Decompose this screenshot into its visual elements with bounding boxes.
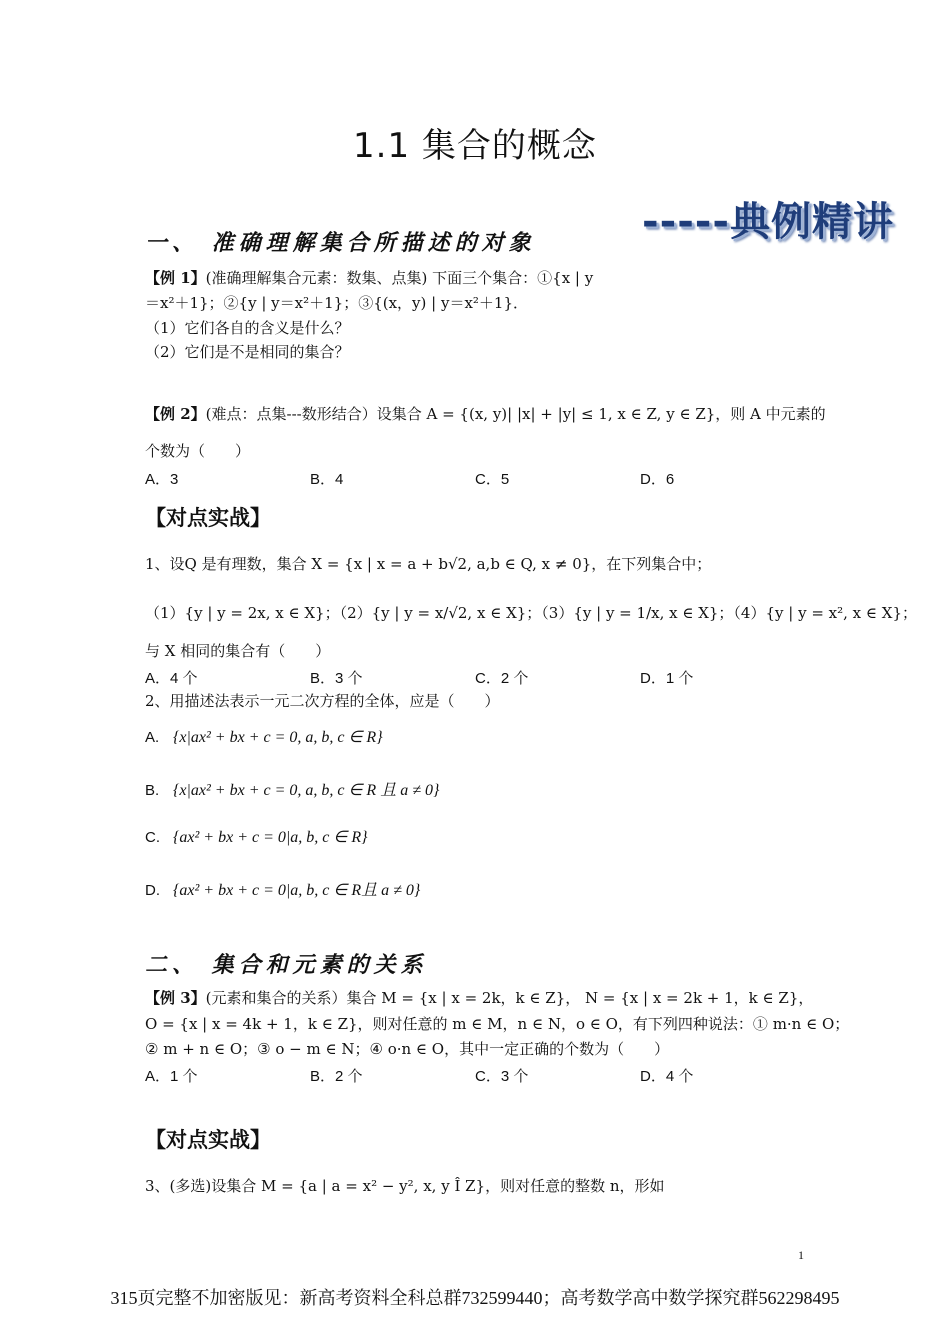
choice-a: A．1 个 [145,1068,198,1085]
choice-d: D．1 个 [640,670,694,687]
example-3-line-1 [145,988,813,1008]
page-number: 1 [798,1248,804,1262]
example-1-label: 【例 1】 [145,269,206,287]
example-1-line-2: ＝x²＋1}；②{y | y＝x²＋1}；③{(x，y) | y＝x²＋1}． [145,294,529,312]
practice-heading-2: 【对点实战】 [145,1128,271,1152]
option-letter: B. [145,782,160,799]
section-heading-1: 一、 准确理解集合所描述的对象 [145,231,536,256]
example-3-label: 【例 3】 [145,989,206,1007]
choice-d: D．4 个 [640,1068,694,1085]
choice-b: B．3 个 [310,670,363,687]
practice-heading-1: 【对点实战】 [145,506,271,530]
option-formula: {ax² + bx + c = 0|a, b, c ∈ R且 a ≠ 0} [173,882,421,899]
example-1-question-1: （1）它们各自的含义是什么？ [145,319,350,337]
option-formula: {x|ax² + bx + c = 0, a, b, c ∈ R} [173,729,383,746]
choice-c: C．3 个 [475,1068,529,1085]
choice-a: A．4 个 [145,670,198,687]
choice-c: C．5 [475,471,510,488]
example-1-question-2: （2）它们是不是相同的集合？ [145,343,350,361]
example-2-line-2: 个数为（ ） [145,442,251,460]
example-1-line-1 [145,268,593,288]
choice-b: B．4 [310,471,344,488]
example-3-text-1: (元素和集合的关系）集合 M = {x | x = 2k，k ∈ Z}， N = {x | x = 2k + 1，k ∈ Z}， [205,989,814,1007]
practice-2-option-b [145,777,439,800]
page-title: 1.1 集合的概念 [353,126,597,166]
example-3-line-3: ② m + n ∈ O；③ o − m ∈ N；④ o·n ∈ O，其中一定正确的个数为（ ） [145,1040,670,1058]
subtitle-banner: -----典例精讲 [642,199,895,245]
practice-3-line-1: 3、(多选)设集合 M = {a | a = x² − y², x, y Î Z}，则对任意的整数 n，形如 [145,1177,665,1195]
choice-b: B．2 个 [310,1068,363,1085]
practice-1-line-1: 1、设Q 是有理数，集合 X = {x | x = a + b√2, a,b ∈ Q, x ≠ 0}，在下列集合中； [145,555,712,573]
option-formula: {x|ax² + bx + c = 0, a, b, c ∈ R 且 a ≠ 0} [173,782,440,799]
choice-a: A．3 [145,471,179,488]
example-1-text-1: (准确理解集合元素：数集、点集) 下面三个集合：①{x | y [205,269,594,287]
footer-notice: 315页完整不加密版见：新高考资料全科总群732599440；高考数学高中数学探究群562298495 [110,1288,840,1308]
practice-2-option-c [145,827,368,847]
option-letter: D. [145,882,160,899]
practice-1-line-3: 与 X 相同的集合有（ ） [145,642,331,660]
practice-2-option-a [145,727,383,747]
example-2-label: 【例 2】 [145,405,206,423]
option-letter: C. [145,829,160,846]
choice-d: D．6 [640,471,675,488]
choice-c: C．2 个 [475,670,529,687]
practice-2-option-d [145,877,420,900]
practice-1-line-2: （1）{y | y = 2x, x ∈ X}；（2）{y | y = x/√2, x ∈ X}；（3）{y | y = 1/x, x ∈ X}；（4）{y | y = x², x ∈ X}； [145,604,917,622]
section-heading-2: 二、 集合和元素的关系 [145,953,428,978]
example-2-text-1: (难点：点集---数形结合）设集合 A = {(x, y)| |x| + |y| ≤ 1, x ∈ Z, y ∈ Z}，则 A 中元素的 [205,405,826,423]
option-letter: A. [145,729,160,746]
example-2-line-1 [145,404,826,424]
example-3-line-2: O = {x | x = 4k + 1，k ∈ Z}，则对任意的 m ∈ M，n ∈ N，o ∈ O，有下列四种说法：① m·n ∈ O； [145,1015,850,1033]
practice-2-line-1: 2、用描述法表示一元二次方程的全体，应是（ ） [145,692,500,710]
option-formula: {ax² + bx + c = 0|a, b, c ∈ R} [173,829,368,846]
